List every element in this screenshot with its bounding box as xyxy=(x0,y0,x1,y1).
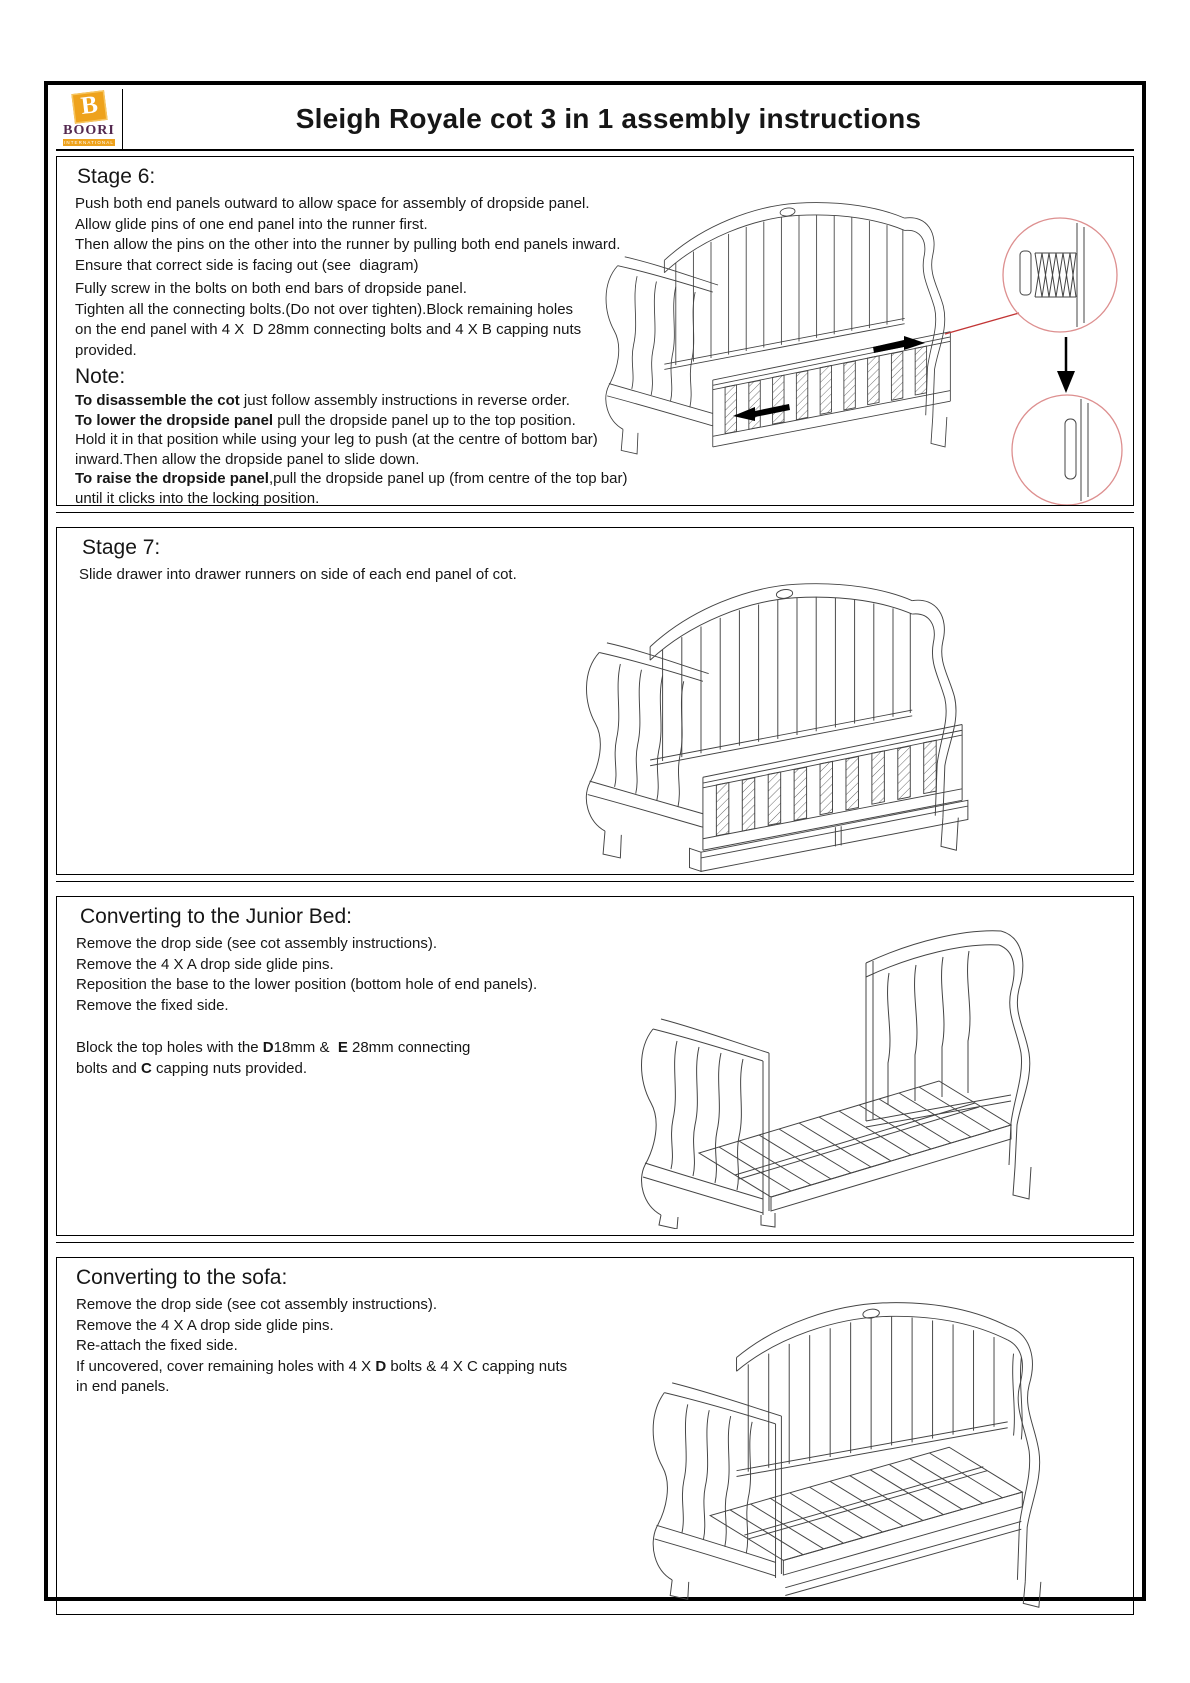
junior-steps: Remove the drop side (see cot assembly instructions). Remove the 4 X A drop side glide pins. Reposition the base to the lower position (bottom hole of end panels). Remove the fixed side. xyxy=(76,935,538,1014)
stage7-instruction: Slide drawer into drawer runners on side of each end panel of cot. xyxy=(79,566,517,583)
bed-base-slats xyxy=(699,1081,1011,1211)
section-stage7 xyxy=(56,527,1134,875)
logo-name: BOORI xyxy=(63,123,115,138)
sofa-title: Converting to the sofa: xyxy=(76,1266,288,1289)
section-sofa xyxy=(56,1257,1134,1615)
stage6-paragraph-2: Fully screw in the bolts on both end bars of dropside panel. Tighten all the connecting bolts.(Do not over tighten).Block remaining holes on the end panel with 4 X D 28mm connecting bolts and 4 X B capping nuts provided. xyxy=(75,280,582,359)
stage7-cot-with-drawer-diagram xyxy=(557,544,1007,874)
sofa-steps: Remove the drop side (see cot assembly instructions). Remove the 4 X A drop side glide pins. Re-attach the fixed side. If uncovered, cover remaining holes with 4 X D bolts & 4 X C capping nuts in end panels. xyxy=(76,1296,568,1395)
stage6-paragraph-1: Push both end panels outward to allow space for assembly of dropside panel. Allow glide pins of one end panel into the runner first. Then allow the pins on the other into the runner by pulling both end panels inward. Ensure that correct side is facing out (see diagram) xyxy=(75,195,621,274)
page-frame xyxy=(44,81,1146,1601)
stage6-note: To disassemble the cot just follow assembly instructions in reverse order. To lower the dropside panel pull the dropside panel up to the top position. Hold it in that position while using your leg to push (at the centre of bottom bar) inward.Then allow the dropside panel to slide down. To raise the dropside panel,pull the dropside panel up (from centre of the top bar) until it clicks into the locking position. xyxy=(75,392,628,506)
junior-block-note: Block the top holes with the D18mm & E 28mm connecting bolts and C capping nuts provided. xyxy=(76,1039,471,1077)
section-divider xyxy=(56,881,1134,886)
section-stage6 xyxy=(56,156,1134,506)
junior-title: Converting to the Junior Bed: xyxy=(80,905,352,928)
stage6-title: Stage 6: xyxy=(77,165,156,188)
boori-logo-mark xyxy=(71,90,107,124)
section-junior-bed xyxy=(56,896,1134,1236)
page-title: Sleigh Royale cot 3 in 1 assembly instructions xyxy=(295,103,922,134)
sofa-base-slats xyxy=(710,1447,1022,1595)
stage6-note-title: Note: xyxy=(75,365,126,388)
boori-logo xyxy=(56,89,123,149)
header xyxy=(56,89,1134,151)
section-divider xyxy=(56,1242,1134,1247)
logo-letter: B xyxy=(78,91,99,120)
section-divider xyxy=(56,512,1134,517)
logo-tagline: INTERNATIONAL xyxy=(64,140,114,145)
stage7-title: Stage 7: xyxy=(82,536,161,559)
